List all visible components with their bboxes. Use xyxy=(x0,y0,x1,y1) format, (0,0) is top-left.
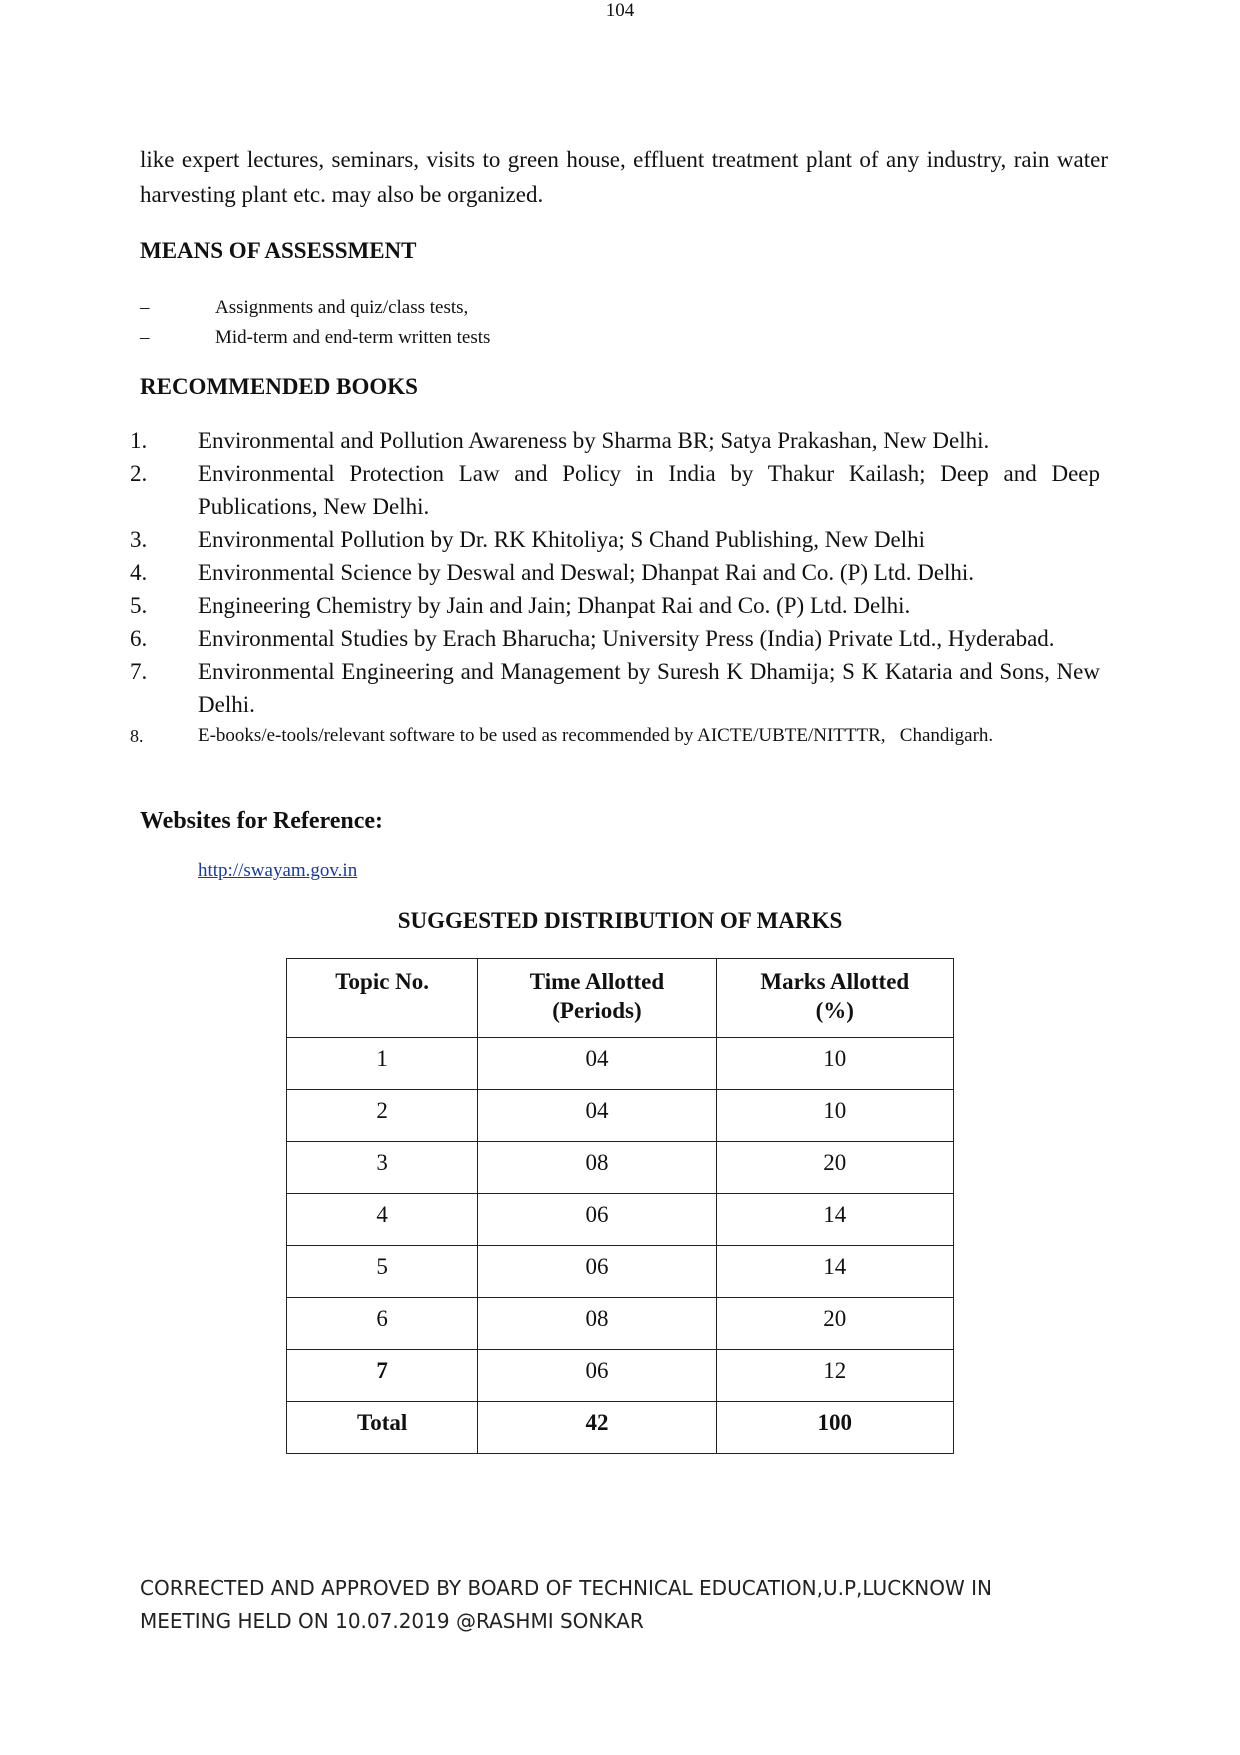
book-text: E-books/e-tools/relevant software to be used as recommended by AICTE/UBTE/NITTTR, Chandigarh. xyxy=(198,725,994,746)
books-heading: RECOMMENDED BOOKS xyxy=(140,374,418,399)
book-text: Environmental Protection Law and Policy in India by Thakur Kailash; Deep and Deep Publications, New Delhi. xyxy=(198,461,1100,519)
cell-topic: 7 xyxy=(287,1350,478,1402)
page-number: 104 xyxy=(605,0,635,21)
header-time-line1: Time Allotted xyxy=(529,969,665,994)
item-number: 4. xyxy=(130,560,148,585)
item-number: 7. xyxy=(130,659,148,684)
cell-total-marks: 100 xyxy=(716,1402,953,1454)
list-item xyxy=(130,655,1100,721)
list-item xyxy=(130,424,1100,457)
table-row xyxy=(287,1194,954,1246)
header-marks xyxy=(716,959,953,1038)
table-row xyxy=(287,1038,954,1090)
dash-bullet: – xyxy=(140,297,150,318)
list-item xyxy=(130,622,1100,655)
book-text: Engineering Chemistry by Jain and Jain; Dhanpat Rai and Co. (P) Ltd. Delhi. xyxy=(198,593,911,618)
cell-topic: 2 xyxy=(287,1090,478,1142)
list-item xyxy=(130,721,1100,751)
footer-line: CORRECTED AND APPROVED BY BOARD OF TECHNICAL EDUCATION,U.P,LUCKNOW IN xyxy=(140,1576,992,1600)
book-text: Environmental Science by Deswal and Deswal; Dhanpat Rai and Co. (P) Ltd. Delhi. xyxy=(198,560,975,585)
cell-marks: 14 xyxy=(716,1246,953,1298)
books-list xyxy=(130,424,1100,751)
table-header-row xyxy=(287,959,954,1038)
book-text: Environmental Studies by Erach Bharucha; University Press (India) Private Ltd., Hyderabad. xyxy=(198,626,1055,651)
list-item xyxy=(140,323,490,353)
table-row xyxy=(287,1142,954,1194)
header-marks-line1: Marks Allotted xyxy=(760,969,910,994)
book-text: Environmental Engineering and Management by Suresh K Dhamija; S K Kataria and Sons, New Delhi. xyxy=(198,659,1100,717)
cell-time: 06 xyxy=(478,1246,716,1298)
table-row xyxy=(287,1090,954,1142)
footer-line: MEETING HELD ON 10.07.2019 @RASHMI SONKAR xyxy=(140,1609,644,1633)
cell-topic: 3 xyxy=(287,1142,478,1194)
cell-marks: 12 xyxy=(716,1350,953,1402)
item-number: 3. xyxy=(130,527,148,552)
cell-time: 06 xyxy=(478,1194,716,1246)
book-text: Environmental Pollution by Dr. RK Khitoliya; S Chand Publishing, New Delhi xyxy=(198,527,926,552)
cell-marks: 14 xyxy=(716,1194,953,1246)
cell-topic: 1 xyxy=(287,1038,478,1090)
list-item xyxy=(140,293,490,323)
table-row xyxy=(287,1246,954,1298)
header-time xyxy=(478,959,716,1038)
assessment-item-text: Mid-term and end-term written tests xyxy=(215,327,491,348)
item-number: 2. xyxy=(130,461,148,486)
header-time-line2: (Periods) xyxy=(552,998,642,1023)
list-item xyxy=(130,589,1100,622)
assessment-list xyxy=(140,293,490,353)
table-total-row xyxy=(287,1402,954,1454)
cell-topic: 4 xyxy=(287,1194,478,1246)
cell-total-time: 42 xyxy=(478,1402,716,1454)
header-topic: Topic No. xyxy=(287,959,478,1038)
cell-topic: 6 xyxy=(287,1298,478,1350)
list-item xyxy=(130,556,1100,589)
list-item xyxy=(130,523,1100,556)
table-row xyxy=(287,1350,954,1402)
cell-marks: 20 xyxy=(716,1142,953,1194)
websites-heading: Websites for Reference: xyxy=(140,808,384,834)
cell-time: 04 xyxy=(478,1038,716,1090)
cell-time: 08 xyxy=(478,1298,716,1350)
assessment-item-text: Assignments and quiz/class tests, xyxy=(215,297,469,318)
item-number: 6. xyxy=(130,626,148,651)
book-text: Environmental and Pollution Awareness by Sharma BR; Satya Prakashan, New Delhi. xyxy=(198,428,990,453)
marks-table xyxy=(286,958,954,1454)
cell-marks: 20 xyxy=(716,1298,953,1350)
cell-time: 08 xyxy=(478,1142,716,1194)
cell-time: 04 xyxy=(478,1090,716,1142)
list-item xyxy=(130,457,1100,523)
table-row xyxy=(287,1298,954,1350)
assessment-heading: MEANS OF ASSESSMENT xyxy=(140,238,417,263)
item-number: 1. xyxy=(130,428,148,453)
cell-time: 06 xyxy=(478,1350,716,1402)
table-title: SUGGESTED DISTRIBUTION OF MARKS xyxy=(397,908,843,933)
cell-marks: 10 xyxy=(716,1090,953,1142)
item-number: 5. xyxy=(130,593,148,618)
cell-total-label: Total xyxy=(287,1402,478,1454)
dash-bullet: – xyxy=(140,327,150,348)
cell-topic: 5 xyxy=(287,1246,478,1298)
cell-marks: 10 xyxy=(716,1038,953,1090)
header-marks-line2: (%) xyxy=(815,998,854,1023)
footer-approval xyxy=(140,1572,992,1638)
item-number: 8. xyxy=(130,726,144,746)
intro-paragraph: like expert lectures, seminars, visits to green house, effluent treatment plant of any industry, rain water harvesting plant etc. may also be organized. xyxy=(140,147,1108,207)
swayam-link[interactable]: http://swayam.gov.in xyxy=(198,860,358,881)
